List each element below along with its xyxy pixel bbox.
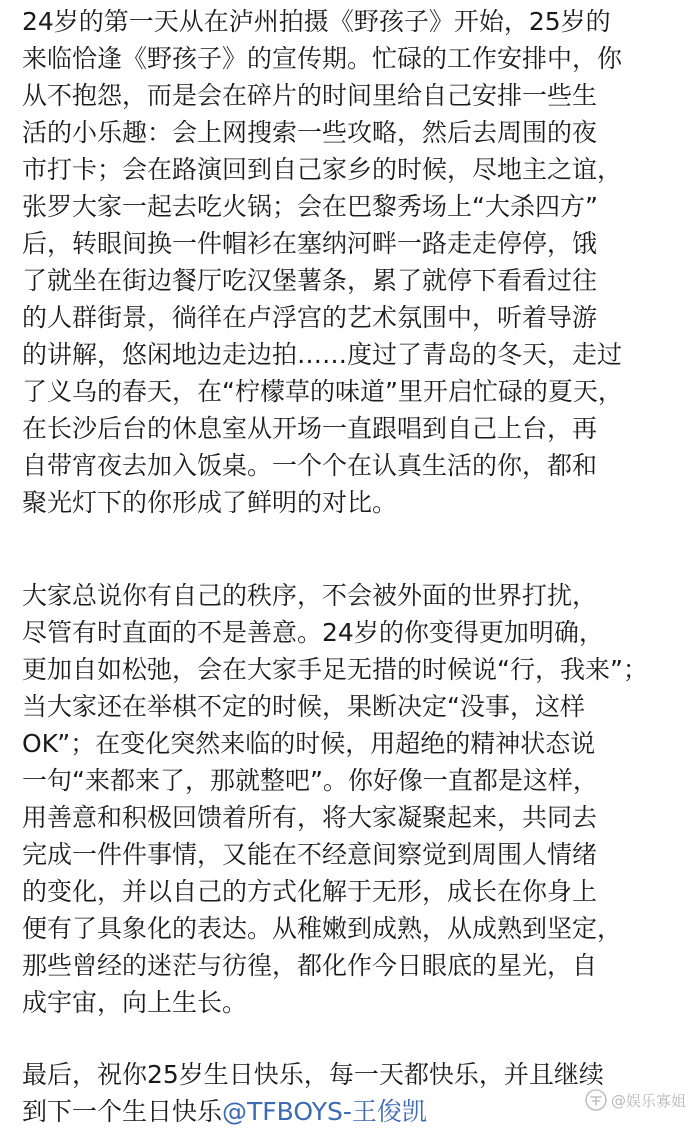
text-line: 用善意和积极回馈着所有，将大家凝聚起来，共同去 <box>22 803 598 832</box>
text-line: 便有了具象化的表达。从稚嫩到成熟，从成熟到坚定， <box>22 914 623 943</box>
text-line: 在长沙后台的休息室从开场一直跟唱到自己上台，再 <box>22 414 598 443</box>
text-line: 更加自如松弛，会在大家手足无措的时候说“行，我来”； <box>22 655 648 684</box>
watermark <box>585 1086 686 1114</box>
text-line: 24岁的第一天从在泸州拍摄《野孩子》开始，25岁的 <box>22 7 611 36</box>
text-line: 成宇宙，向上生长。 <box>22 988 248 1017</box>
text-line: 了就坐在街边餐厅吃汉堡薯条，累了就停下看看过往 <box>22 266 598 295</box>
text-line: 的变化，并以自己的方式化解于无形，成长在你身上 <box>22 877 598 906</box>
text-line: 那些曾经的迷茫与彷徨，都化作今日眼底的星光，自 <box>22 951 598 980</box>
text-line: 完成一件件事情，又能在不经意间察觉到周围人情绪 <box>22 840 598 869</box>
text-fragment: 到下一个生日快乐 <box>22 1097 223 1126</box>
text-line-with-mention <box>22 1094 682 1130</box>
text-line: 市打卡；会在路演回到自己家乡的时候，尽地主之谊， <box>22 155 623 184</box>
text-line: 从不抱怨，而是会在碎片的时间里给自己安排一些生 <box>22 81 598 110</box>
text-line: 最后，祝你25岁生日快乐，每一天都快乐，并且继续 <box>22 1060 604 1089</box>
text-line: 一句“来都来了，那就整吧”。你好像一直都是这样， <box>22 766 598 795</box>
text-line: 来临恰逢《野孩子》的宣传期。忙碌的工作安排中，你 <box>22 44 623 73</box>
text-line: OK”；在变化突然来临的时候，用超绝的精神状态说 <box>22 729 596 758</box>
text-line: 自带宵夜去加入饭桌。一个个在认真生活的你，都和 <box>22 451 598 480</box>
text-line: 张罗大家一起去吃火锅；会在巴黎秀场上“大杀四方” <box>22 192 598 221</box>
text-line: 当大家还在举棋不定的时候，果断决定“没事，这样 <box>22 692 585 721</box>
text-line: 的人群街景，徜徉在卢浮宫的艺术氛围中，听着导游 <box>22 303 598 332</box>
text-line: 的讲解，悠闲地边走边拍……度过了青岛的冬天，走过 <box>22 340 623 369</box>
watermark-text: @娱乐寡姐 <box>610 1091 686 1110</box>
text-line: 后，转眼间换一件帽衫在塞纳河畔一路走走停停，饿 <box>22 229 598 258</box>
text-line: 活的小乐趣：会上网搜索一些攻略，然后去周围的夜 <box>22 118 598 147</box>
mention-link[interactable]: @TFBOYS-王俊凯 <box>222 1097 427 1126</box>
toutiao-logo-icon <box>585 1089 607 1111</box>
text-line: 聚光灯下的你形成了鲜明的对比。 <box>22 488 398 517</box>
text-line: 了义乌的春天，在“柠檬草的味道”里开启忙碌的夏天， <box>22 377 623 406</box>
text-line: 大家总说你有自己的秩序，不会被外面的世界打扰， <box>22 581 598 610</box>
text-line: 尽管有时直面的不是善意。24岁的你变得更加明确， <box>22 618 604 647</box>
